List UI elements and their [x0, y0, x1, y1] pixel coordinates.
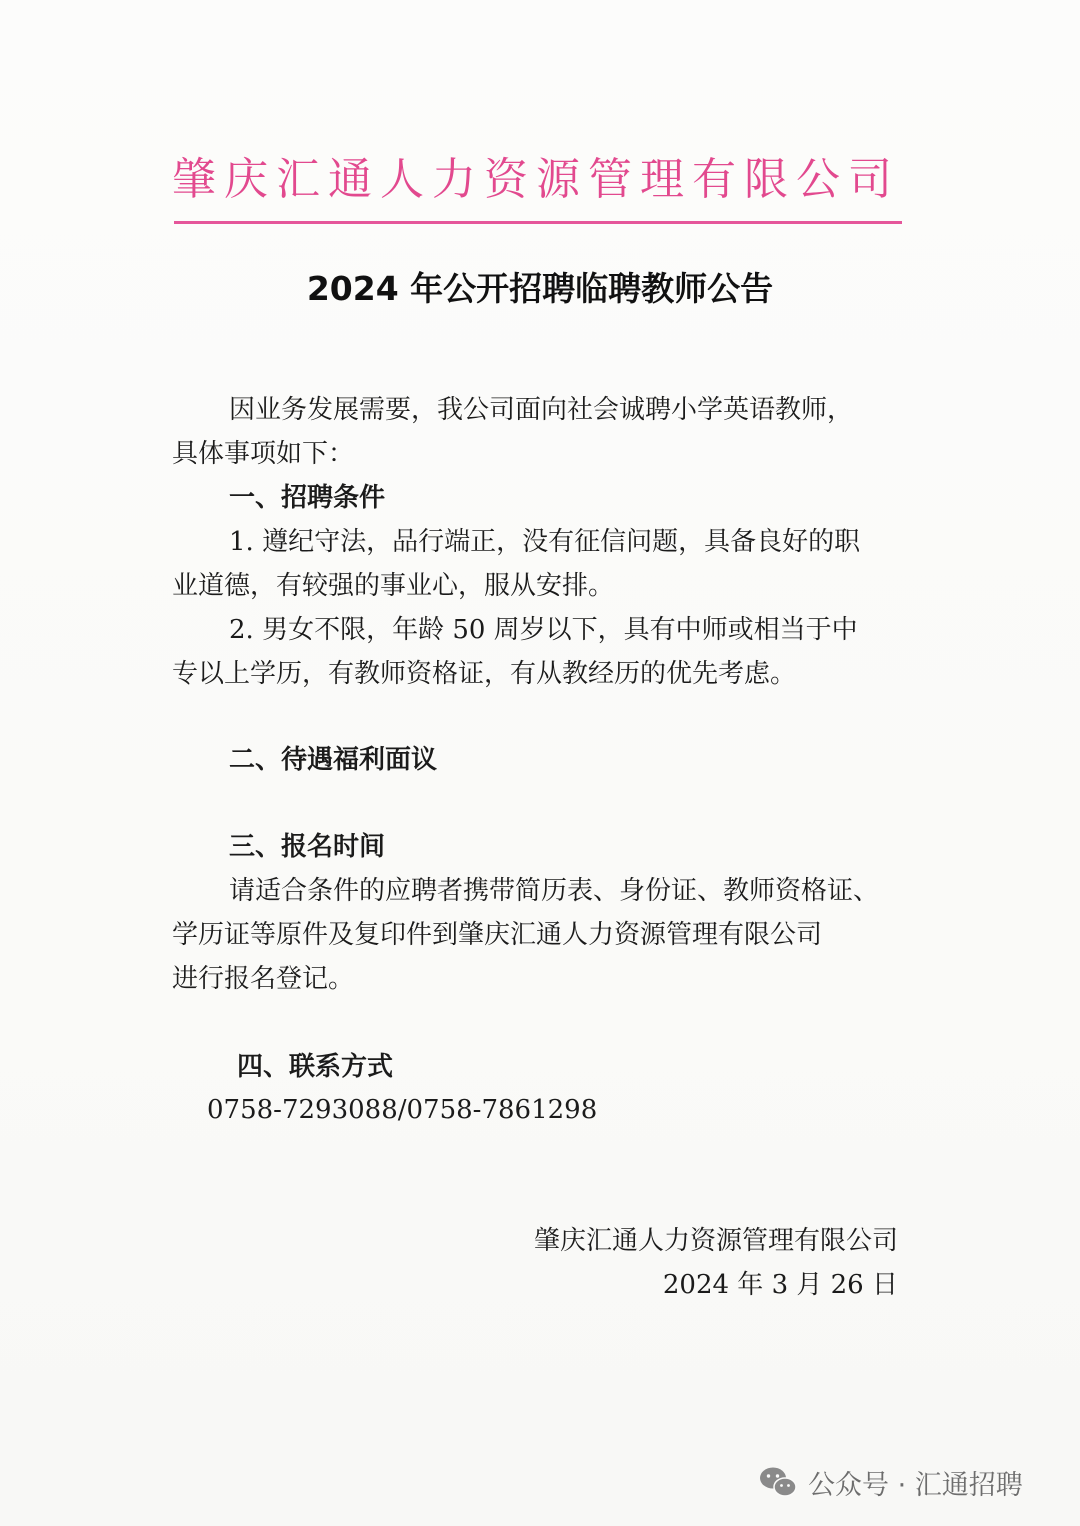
requirement-2-line-2: 专以上学历，有教师资格证，有从教经历的优先考虑。 [172, 659, 797, 689]
intro-line-2: 具体事项如下： [172, 439, 355, 469]
section-heading-requirements: 一、招聘条件 [229, 483, 386, 513]
intro-line-1: 因业务发展需要，我公司面向社会诚聘小学英语教师， [229, 395, 854, 425]
requirement-2-line-1: 2. 男女不限，年龄 50 周岁以下，具有中师或相当于中 [229, 615, 858, 645]
document-title: 2024 年公开招聘临聘教师公告 [306, 269, 774, 308]
section-heading-contact: 四、联系方式 [237, 1052, 394, 1082]
watermark [758, 1460, 1023, 1504]
signature-date: 2024 年 3 月 26 日 [662, 1270, 898, 1300]
registration-line-3: 进行报名登记。 [172, 964, 355, 994]
registration-line-2: 学历证等原件及复印件到肇庆汇通人力资源管理有限公司 [172, 920, 823, 950]
registration-line-1: 请适合条件的应聘者携带简历表、身份证、教师资格证、 [229, 876, 880, 906]
requirement-1-line-1: 1. 遵纪守法，品行端正，没有征信问题，具备良好的职 [229, 527, 861, 557]
contact-phone: 0758-7293088/0758-7861298 [207, 1095, 598, 1125]
signature-company: 肇庆汇通人力资源管理有限公司 [533, 1226, 898, 1256]
watermark-text: 公众号 · 汇通招聘 [808, 1469, 1023, 1501]
requirement-1-line-2: 业道德，有较强的事业心，服从安排。 [172, 571, 615, 601]
wechat-icon [758, 1465, 798, 1499]
section-heading-registration: 三、报名时间 [229, 832, 386, 862]
letterhead-rule [174, 221, 902, 224]
section-heading-benefits: 二、待遇福利面议 [229, 745, 438, 775]
letterhead-company-name: 肇庆汇通人力资源管理有限公司 [172, 154, 900, 205]
